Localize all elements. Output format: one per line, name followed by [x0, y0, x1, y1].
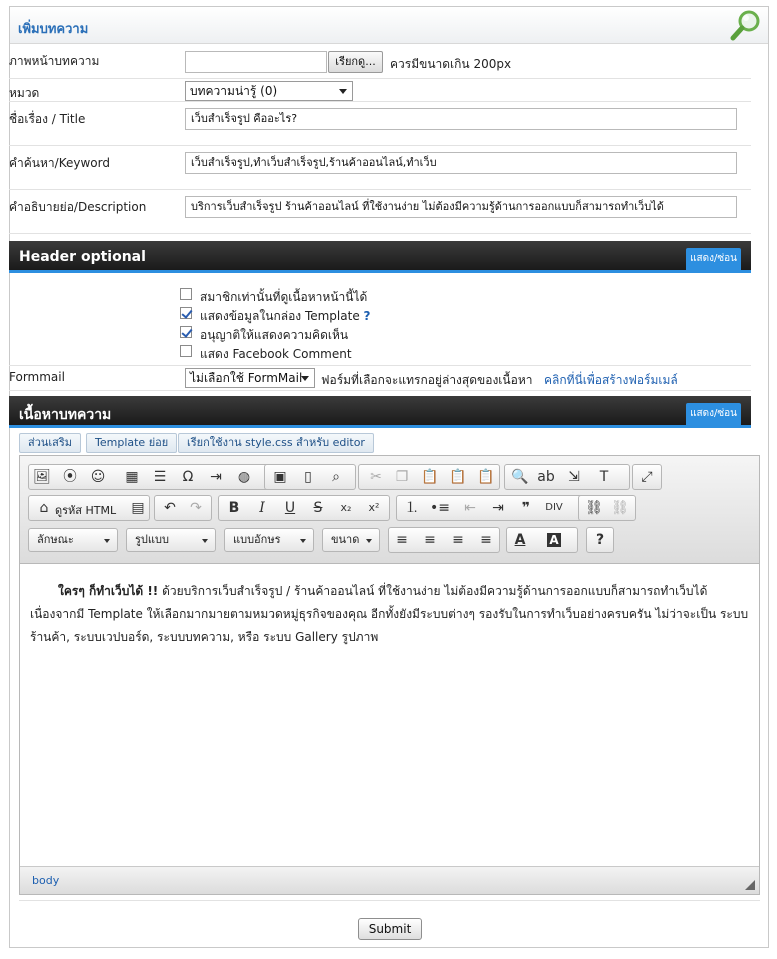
toolbar-group-about — [586, 527, 614, 553]
category-selected: บทความน่ารู้ (0) — [190, 84, 278, 98]
font-combo[interactable] — [224, 528, 314, 552]
content-text: ด้วยบริการเว็บสำเร็จรูป / ร้านค้าออนไลน์ ที่ใช้งานง่าย ไม่ต้องมีความรู้ด้านการออกแบบก็สามารถทำเว็บได้ เนื่องจากมี Template ให้เลือกมากมายตามหมวดหมู่ธุรกิจของคุณ อีกทั้งยังมีระบบต่างๆ รองรับในการทำเว็บอย่างครบครัน ไม่ว่าจะเป็น ระบบร้านค้า, ระบบเวปบอร์ด, ระบบบทความ, หรือ ระบบ Gallery รูปภาพ — [30, 584, 749, 644]
rich-text-editor — [19, 455, 760, 895]
formmail-label: Formmail — [9, 370, 65, 384]
keyword-input[interactable]: เว็บสำเร็จรูป,ทำเว็บสำเร็จรูป,ร้านค้าออนไลน์,ทำเว็บ — [185, 152, 737, 174]
maximize-icon[interactable]: ⤢ — [641, 469, 653, 485]
unlink-icon[interactable]: ⛓ — [611, 500, 629, 516]
bulleted-list-icon[interactable]: •≡ — [430, 500, 450, 516]
styles-combo[interactable] — [28, 528, 118, 552]
strike-icon[interactable]: S — [313, 500, 323, 516]
description-label: คำอธิบายย่อ/Description — [9, 200, 147, 214]
special-char-icon[interactable]: Ω — [182, 469, 194, 485]
element-path[interactable]: body — [32, 874, 60, 887]
submit-button[interactable]: Submit — [358, 918, 422, 940]
cover-image-hint: ควรมีขนาดเกิน 200px — [390, 57, 512, 71]
toolbar-group-maximize — [632, 464, 662, 490]
align-right-icon[interactable]: ≡ — [452, 532, 464, 548]
size-combo-label: ขนาด — [331, 533, 360, 546]
category-row — [9, 79, 751, 102]
replace-icon[interactable]: ab — [537, 469, 555, 485]
allow-comments-label: อนุญาติให้แสดงความคิดเห็น — [200, 328, 349, 342]
format-combo-label: รูปแบบ — [135, 533, 169, 546]
preview-icon[interactable]: ⌕ — [332, 469, 340, 485]
panel-header — [10, 7, 768, 44]
cut-icon[interactable]: ✂ — [370, 469, 382, 485]
tab-addons[interactable]: ส่วนเสริม — [19, 433, 81, 453]
select-all-icon[interactable]: ⇲ — [568, 469, 580, 485]
numbered-list-icon[interactable]: ⒈ — [405, 500, 419, 516]
source-button[interactable]: ดูรหัส HTML — [55, 504, 117, 517]
keyword-row — [9, 146, 751, 190]
description-row — [9, 190, 751, 234]
title-label: ชื่อเรื่อง / Title — [9, 112, 86, 126]
header-optional-title: Header optional — [19, 249, 146, 265]
content-section-toggle-button[interactable]: แสดง/ซ่อน — [686, 403, 741, 425]
chevron-down-icon — [301, 376, 309, 381]
horizontal-line-icon[interactable]: ☰ — [153, 469, 167, 485]
new-page-icon[interactable]: ▯ — [304, 469, 312, 485]
tab-sub-template[interactable]: Template ย่อย — [86, 433, 177, 453]
chevron-down-icon — [366, 539, 372, 543]
size-combo[interactable] — [322, 528, 380, 552]
toolbar-group-align — [388, 527, 500, 553]
browse-button[interactable]: เรียกดู... — [328, 51, 383, 73]
superscript-icon[interactable]: x² — [368, 501, 380, 514]
facebook-comment-label: แสดง Facebook Comment — [200, 347, 352, 361]
facebook-comment-checkbox[interactable] — [180, 345, 192, 357]
toolbar-group-insert — [28, 464, 280, 490]
table-icon[interactable]: ▦ — [125, 469, 139, 485]
content-section-bar — [9, 396, 751, 428]
chevron-down-icon — [202, 539, 208, 543]
formmail-selected: ไม่เลือกใช้ FormMail — [190, 371, 303, 385]
copy-icon[interactable]: ❐ — [395, 469, 409, 485]
formmail-select[interactable] — [185, 368, 315, 388]
header-optional-toggle-button[interactable]: แสดง/ซ่อน — [686, 248, 741, 270]
redo-icon[interactable]: ↷ — [190, 500, 202, 516]
editor-statusbar — [20, 866, 759, 894]
formmail-hint: ฟอร์มที่เลือกจะแทรกอยู่ล่างสุดของเนื้อหา — [321, 373, 533, 387]
remove-format-icon[interactable]: T — [599, 469, 609, 485]
title-row — [9, 102, 751, 146]
underline-icon[interactable]: U — [284, 500, 296, 516]
italic-icon[interactable]: I — [259, 500, 265, 516]
content-lead: ใครๆ ก็ทำเว็บได้ !! — [58, 584, 159, 598]
iframe-icon[interactable]: ◍ — [237, 469, 251, 485]
align-center-icon[interactable]: ≡ — [424, 532, 436, 548]
bg-color-icon[interactable]: A — [549, 533, 559, 547]
paste-word-icon[interactable]: 📋 — [477, 469, 495, 485]
editor-content[interactable] — [20, 564, 759, 866]
align-justify-icon[interactable]: ≡ — [480, 532, 492, 548]
show-template-box-label: แสดงข้อมูลในกล่อง Template ? — [200, 309, 371, 323]
blockquote-icon[interactable]: ❞ — [521, 500, 531, 516]
help-icon[interactable]: ? — [363, 309, 371, 323]
title-input[interactable]: เว็บสำเร็จรูป คืออะไร? — [185, 108, 737, 130]
flash-icon[interactable]: ⦿ — [63, 469, 77, 485]
toolbar-group-colors — [506, 527, 578, 553]
paste-text-icon[interactable]: 📋 — [449, 469, 467, 485]
toolbar-group-links — [578, 495, 636, 521]
create-formmail-link[interactable]: คลิกที่นี่เพื่อสร้างฟอร์มเมล์ — [544, 373, 678, 387]
templates-icon[interactable]: ▤ — [131, 500, 145, 516]
toolbar-group-clipboard — [358, 464, 500, 490]
allow-comments-checkbox[interactable] — [180, 326, 192, 338]
toolbar-group-find — [504, 464, 630, 490]
toolbar-group-paragraph — [396, 495, 590, 521]
magnifier-icon — [730, 9, 762, 41]
source-icon[interactable]: ⌂ — [39, 500, 49, 516]
toolbar-group-source — [28, 495, 150, 521]
bold-icon[interactable]: B — [228, 500, 240, 516]
styles-combo-label: ลักษณะ — [37, 533, 74, 546]
resize-handle-icon[interactable] — [745, 880, 755, 890]
div-icon[interactable]: DIV — [545, 502, 563, 513]
font-combo-label: แบบอักษร — [233, 533, 281, 546]
chevron-down-icon — [300, 539, 306, 543]
tab-style-css[interactable]: เรียกใช้งาน style.css สำหรับ editor — [178, 433, 374, 453]
undo-icon[interactable]: ↶ — [164, 500, 176, 516]
keyword-label: คำค้นหา/Keyword — [9, 156, 110, 170]
header-optional-bar — [9, 241, 751, 273]
outdent-icon[interactable]: ⇤ — [464, 500, 476, 516]
category-select[interactable] — [185, 81, 353, 101]
cover-image-label: ภาพหน้าบทความ — [9, 54, 100, 68]
toolbar-group-undo — [154, 495, 212, 521]
image-icon[interactable]: 🖼 — [33, 469, 51, 485]
page-title: เพิ่มบทความ — [18, 22, 89, 37]
chevron-down-icon — [339, 89, 347, 94]
save-icon[interactable]: ▣ — [273, 469, 287, 485]
find-icon[interactable]: 🔍 — [511, 469, 529, 485]
description-input[interactable]: บริการเว็บสำเร็จรูป ร้านค้าออนไลน์ ที่ใช้งานง่าย ไม่ต้องมีความรู้ด้านการออกแบบก็สามารถทำเว็บได้ — [185, 196, 737, 218]
toolbar-group-basic-styles — [218, 495, 390, 521]
category-label: หมวด — [9, 86, 40, 100]
divider — [19, 900, 760, 901]
page-break-icon[interactable]: ⇥ — [210, 469, 222, 485]
smiley-icon[interactable]: ☺ — [90, 469, 106, 485]
show-template-box-checkbox[interactable] — [180, 307, 192, 319]
chevron-down-icon — [104, 539, 110, 543]
toolbar-group-document — [264, 464, 356, 490]
link-icon[interactable]: ⛓ — [585, 500, 603, 516]
about-icon[interactable]: ? — [595, 532, 605, 548]
subscript-icon[interactable]: x₂ — [340, 501, 352, 514]
editor-toolbar — [20, 456, 759, 564]
cover-image-file-input[interactable] — [185, 51, 327, 73]
text-color-icon[interactable]: A — [514, 532, 526, 548]
align-left-icon[interactable]: ≡ — [396, 532, 408, 548]
options-row — [9, 283, 751, 366]
format-combo[interactable] — [126, 528, 216, 552]
indent-icon[interactable]: ⇥ — [492, 500, 504, 516]
paste-icon[interactable]: 📋 — [421, 469, 439, 485]
cover-image-row — [9, 45, 751, 79]
members-only-checkbox[interactable] — [180, 288, 192, 300]
content-section-title: เนื้อหาบทความ — [19, 407, 112, 423]
members-only-label: สมาชิกเท่านั้นที่ดูเนื้อหาหน้านี้ได้ — [200, 290, 368, 304]
formmail-row — [9, 366, 751, 391]
